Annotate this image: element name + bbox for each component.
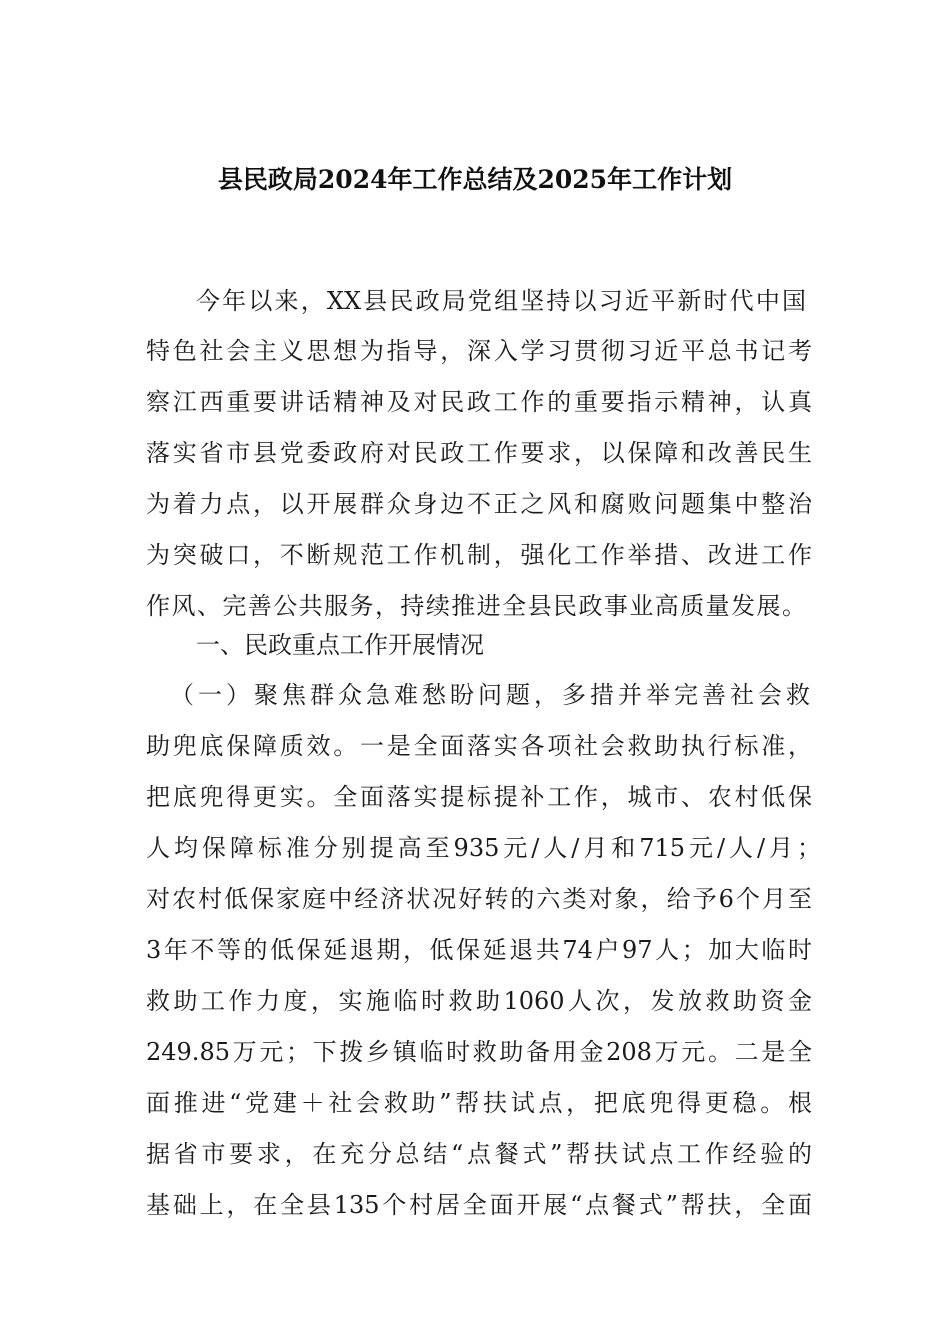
- paragraph-line: 据省市要求，在充分总结“点餐式”帮扶试点工作经验的: [146, 1140, 812, 1168]
- paragraph-line: 3年不等的低保延退期，低保延退共74户97人；加大临时: [146, 936, 812, 964]
- paragraph-line: 助兜底保障质效。一是全面落实各项社会救助执行标准，: [146, 732, 812, 760]
- paragraph-line: 特色社会主义思想为指导，深入学习贯彻习近平总书记考: [146, 337, 812, 365]
- paragraph-line: （一）聚焦群众急难愁盼问题，多措并举完善社会救: [170, 681, 810, 709]
- paragraph-line: 今年以来，XX县民政局党组坚持以习近平新时代中国: [196, 287, 806, 315]
- paragraph-line: 察江西重要讲话精神及对民政工作的重要指示精神，认真: [146, 388, 812, 416]
- paragraph-line: 作风、完善公共服务，持续推进全县民政事业高质量发展。: [146, 592, 806, 620]
- paragraph-line: 落实省市县党委政府对民政工作要求，以保障和改善民生: [146, 439, 812, 467]
- paragraph-line: 对农村低保家庭中经济状况好转的六类对象，给予6个月至: [146, 885, 812, 913]
- paragraph-line: 人均保障标准分别提高至935元/人/月和715元/人/月；: [146, 834, 821, 862]
- paragraph-line: 把底兜得更实。全面落实提标提补工作，城市、农村低保: [146, 783, 812, 811]
- paragraph-line: 救助工作力度，实施临时救助1060人次，发放救助资金: [146, 987, 812, 1015]
- section-heading: 一、民政重点工作开展情况: [196, 631, 484, 659]
- document-title: 县民政局2024年工作总结及2025年工作计划: [217, 165, 733, 194]
- paragraph-line: 基础上，在全县135个村居全面开展“点餐式”帮扶，全面: [146, 1191, 812, 1219]
- paragraph-line: 249.85万元；下拨乡镇临时救助备用金208万元。二是全: [146, 1038, 812, 1066]
- paragraph-line: 面推进“党建＋社会救助”帮扶试点，把底兜得更稳。根: [146, 1089, 812, 1117]
- paragraph-line: 为着力点，以开展群众身边不正之风和腐败问题集中整治: [146, 490, 812, 518]
- paragraph-line: 为突破口，不断规范工作机制，强化工作举措、改进工作: [146, 541, 812, 569]
